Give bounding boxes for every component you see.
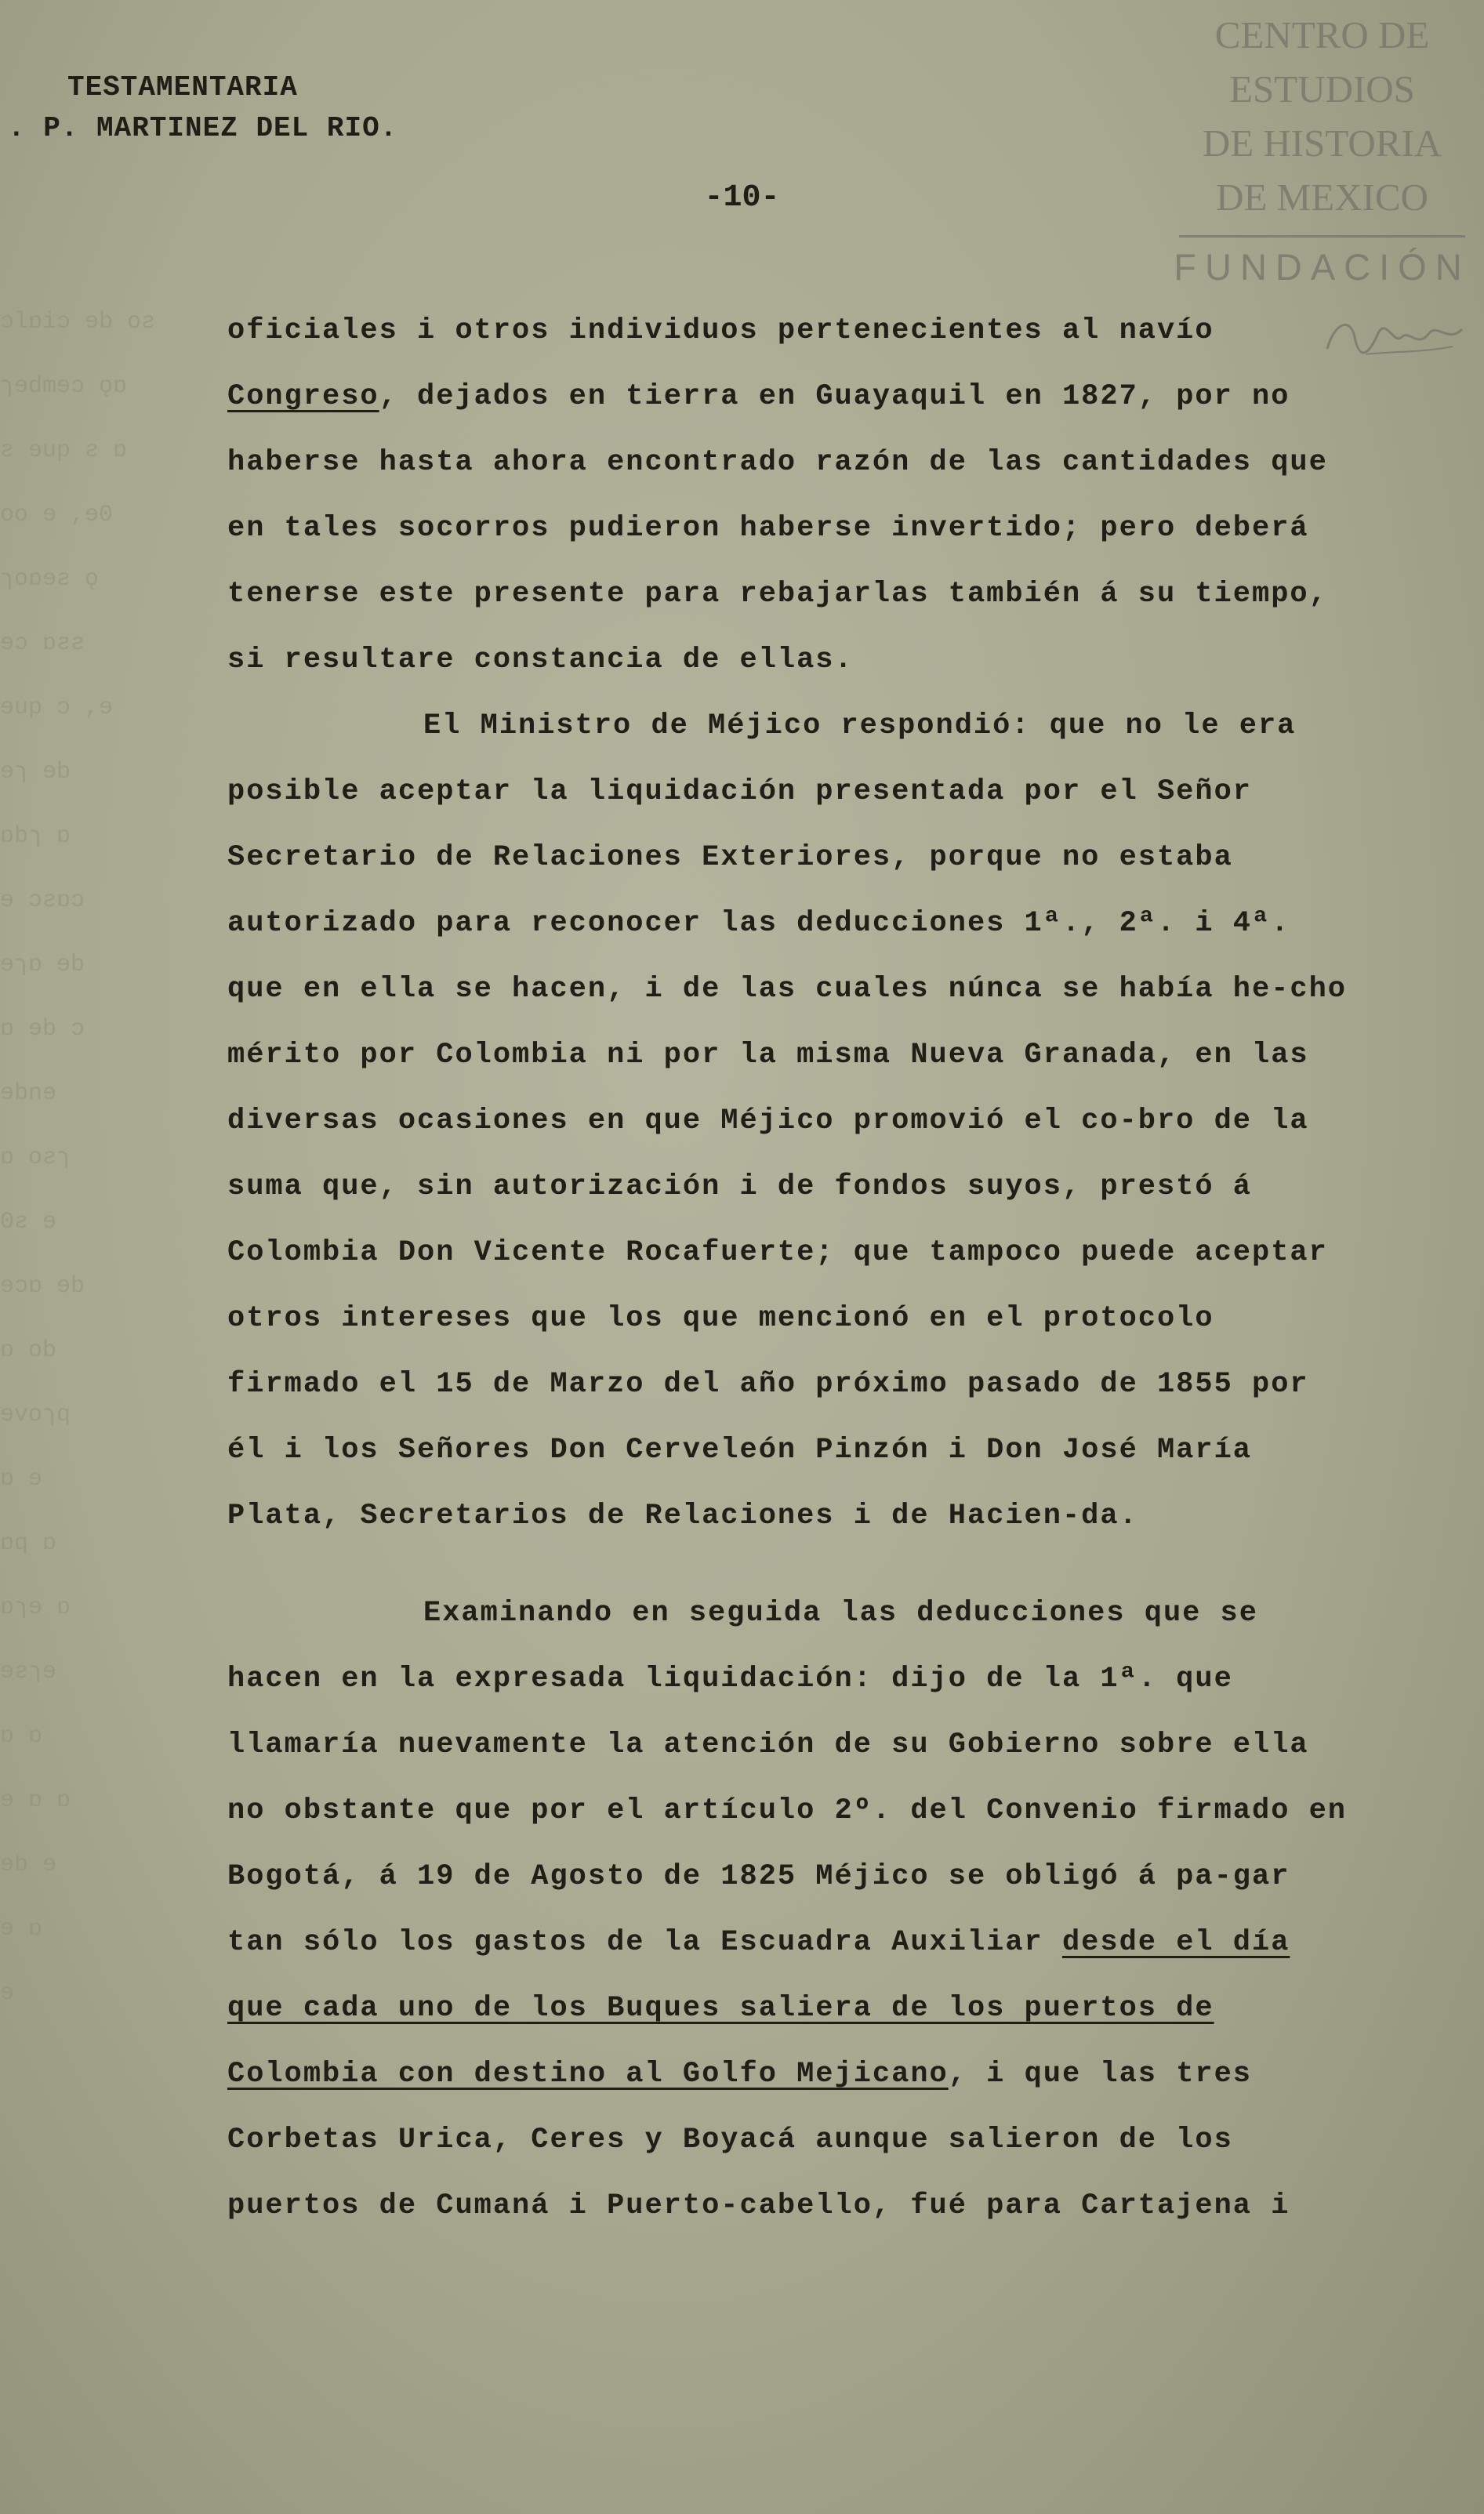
paragraph: [227, 1580, 1364, 2239]
paragraph-text: , dejados en tierra en Guayaquil en 1827, por no haberse hasta ahora encontrado razón de las cantidades que en tales socorros pudieron haberse invertido; pero deberá tenerse este presente para rebajarlas también á su tiempo, si resultare constancia de ellas.: [227, 380, 1328, 677]
page-number: -10-: [704, 180, 780, 216]
watermark-line-4: DE MEXICO: [1216, 176, 1428, 219]
header-title: TESTAMENTARIA: [67, 71, 298, 103]
watermark-divider: [1179, 235, 1465, 238]
paragraph-text: El Ministro de Méjico respondió: que no le era posible aceptar la liquidación presentada por el Señor Secretario de Relaciones Exteriores, porque no estaba autorizado para reconocer las deducciones 1ª., 2ª. i 4ª. que en ella se hacen, i de las cuales núnca se había he-cho mérito por Colombia ni por la misma Nueva Granada, en las diversas ocasiones en que Méjico promovió el co-bro de la suma que, sin autorización i de fondos suyos, prestó á Colombia Don Vicente Rocafuerte; que tampoco puede aceptar otros intereses que los que mencionó en el protocolo firmado el 15 de Marzo del año próximo pasado de 1855 por él i los Señores Don Cerveleón Pinzón i Don José María Plata, Secretarios de Relaciones i de Hacien-da.: [227, 709, 1348, 1533]
document-body: [227, 298, 1364, 2239]
watermark-foundation: FUNDACIÓN: [1174, 246, 1471, 288]
paragraph: [227, 693, 1364, 1549]
underlined-text: desde el día que cada uno de los Buques saliera de los puertos de Colombia con destino al Golfo Mejicano: [227, 1926, 1290, 2091]
watermark-line-2: ESTUDIOS: [1229, 67, 1415, 111]
watermark-line-3: DE HISTORIA: [1202, 122, 1442, 165]
bleed-through-text: ɔlɒiɔ ɘb oƨ ɿɘdmɘɔ ǫɒ ƨ ɘup ƨ ɒ oo ɘ ,ɘ0 ɿoɒɘƨ ǫ ɘɔ ɒƨƨ ɘup ɔ ,ɘ ɘɿ ɘb ɒbɿ ɒ ɘ ɔƨɒɔ ɘɿɒ ɘb ɒ ɘb ɔ ɘbnɘ ɒ oƨɿ 0ƨ ɘ ɘɔɒ ɘb ɒ ob ɘvoɿq ɒ ɘ ɒq ɒ ɒɿɘ ɒ ɘƨɿɘ ɒ ɒ ɘ ɒ ɒ ɘb ɘ ɘ ɒ ɘ: [0, 309, 156, 2007]
header-subtitle: . P. MARTINEZ DEL RIO.: [8, 112, 398, 144]
paragraph: [227, 298, 1364, 693]
document-header: [0, 67, 397, 149]
paragraph-text: oficiales i otros individuos pertenecientes al navío: [227, 314, 1214, 347]
underlined-text: Congreso: [227, 380, 379, 413]
paragraph-text: , i que las tres Corbetas Urica, Ceres y Boyacá aunque salieron de los puertos de Cumaná i Puerto-cabello, fué para Cartajena i: [227, 2058, 1290, 2222]
watermark-line-1: CENTRO DE: [1214, 13, 1430, 56]
archive-watermark: [1171, 8, 1473, 291]
paragraph-text: Examinando en seguida las deducciones que se hacen en la expresada liquidación: dijo de la 1ª. que llamaría nuevamente la atención de su Gobierno sobre ella no obstante que por el artículo 2º. del Convenio firmado en Bogotá, á 19 de Agosto de 1825 Méjico se obligó á pa-gar tan sólo los gastos de la Escuadra Auxiliar: [227, 1597, 1348, 1959]
